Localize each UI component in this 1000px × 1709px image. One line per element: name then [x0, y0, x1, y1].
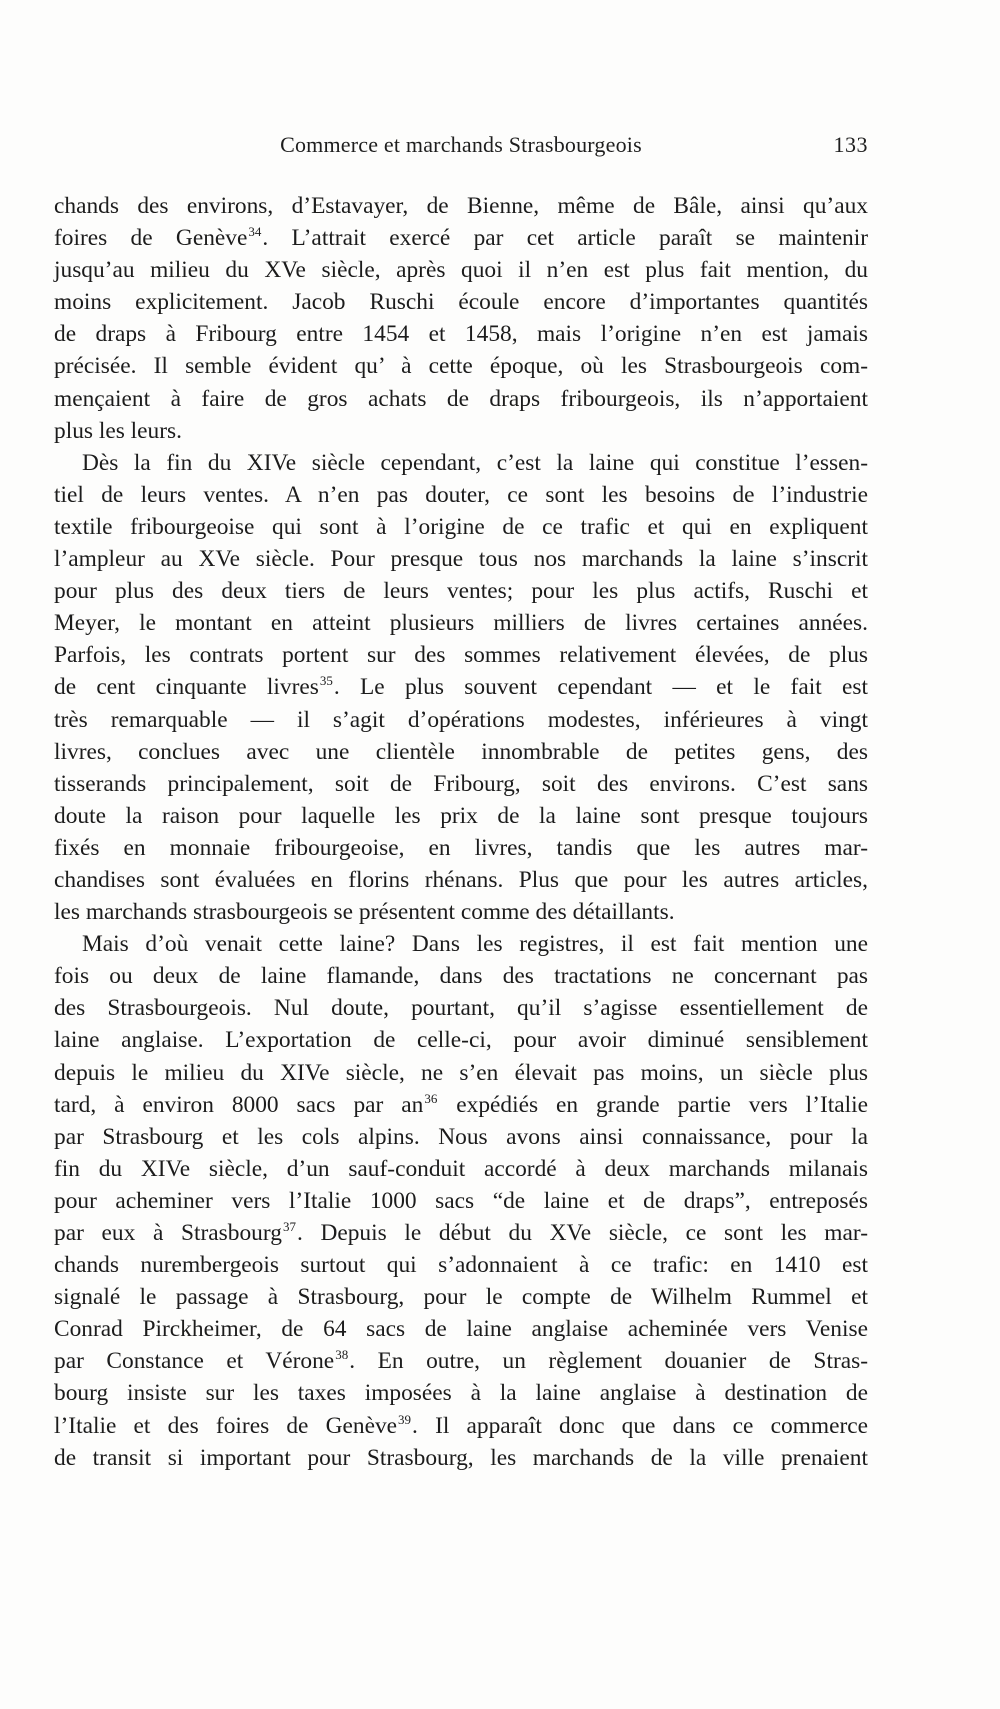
text-line: pour acheminer vers l’Italie 1000 sacs “de laine et de draps”, entreposés	[54, 1187, 868, 1214]
paragraph-1	[54, 190, 868, 447]
text-line: plus les leurs.	[54, 417, 182, 444]
text-line: l’ampleur au XVe siècle. Pour presque tous nos marchands la laine s’inscrit	[54, 546, 868, 573]
text-line: par Strasbourg et les cols alpins. Nous avons ainsi connaissance, pour la	[54, 1123, 868, 1150]
text-line: des Strasbourgeois. Nul doute, pourtant, qu’il s’agisse essentiellement de	[54, 995, 868, 1022]
footnote-ref: 37	[282, 1219, 296, 1234]
text-line: Parfois, les contrats portent sur des sommes relativement élevées, de plus	[54, 642, 868, 669]
text-line: par Constance et Vérone$^{38}$. En outre, un règlement douanier de Stras-	[54, 1347, 869, 1375]
text-line: jusqu’au milieu du XVe siècle, après quoi il n’en est plus fait mention, du	[54, 257, 868, 284]
text-line: Conrad Pirckheimer, de 64 sacs de laine anglaise acheminée vers Venise	[54, 1316, 868, 1343]
text-line: tiel de leurs ventes. A n’en pas douter, ce sont les besoins de l’industrie	[54, 481, 868, 508]
paragraph-3	[54, 928, 868, 1474]
text-line: doute la raison pour laquelle les prix de la laine sont presque toujours	[54, 802, 868, 829]
page-number: 133	[833, 132, 868, 157]
text-line: l’Italie et des foires de Genève$^{39}$. Il apparaît donc que dans ce commerce	[54, 1411, 869, 1439]
text-line: chands des environs, d’Estavayer, de Bienne, même de Bâle, ainsi qu’aux	[54, 193, 868, 219]
running-head	[54, 132, 868, 162]
body-text	[54, 190, 868, 1474]
text-line: mençaient à faire de gros achats de draps fribourgeois, ils n’apportaient	[54, 385, 868, 412]
text-line: de draps à Fribourg entre 1454 et 1458, mais l’origine n’en est jamais	[54, 321, 868, 348]
text-line: livres, conclues avec une clientèle innombrable de petites gens, des	[54, 738, 868, 765]
text-line: Mais d’où venait cette laine? Dans les registres, il est fait mention une	[82, 931, 868, 958]
footnote-ref: 38	[335, 1347, 349, 1363]
text-line: Meyer, le montant en atteint plusieurs milliers de livres certaines années.	[54, 610, 868, 637]
text-line: signalé le passage à Strasbourg, pour le compte de Wilhelm Rummel et	[54, 1284, 868, 1311]
text-line: Dès la fin du XIVe siècle cependant, c’est la laine qui constitue l’essen-	[82, 449, 868, 476]
text-line: bourg insiste sur les taxes imposées à la laine anglaise à destination de	[54, 1380, 868, 1407]
text-line: pour plus des deux tiers de leurs ventes; pour les plus actifs, Ruschi et	[54, 578, 868, 605]
text-line: fin du XIVe siècle, d’un sauf-conduit accordé à deux marchands milanais	[54, 1155, 868, 1182]
footnote-ref: 36	[424, 1090, 438, 1106]
text-line: très remarquable — il s’agit d’opérations modestes, inférieures à vingt	[54, 706, 868, 733]
text-line: par eux à Strasbourg$^{37}$. Depuis le début du XVe siècle, ce sont les mar-	[54, 1219, 868, 1246]
footnote-ref: 34	[248, 224, 262, 240]
text-line: les marchands strasbourgeois se présentent comme des détaillants.	[54, 899, 675, 926]
text-line: laine anglaise. L’exportation de celle-ci, pour avoir diminué sensiblement	[54, 1027, 868, 1054]
text-line: tisserands principalement, soit de Fribourg, soit des environs. C’est sans	[54, 770, 868, 797]
running-title: Commerce et marchands Strasbourgeois	[280, 132, 642, 157]
text-line: moins explicitement. Jacob Ruschi écoule encore d’importantes quantités	[54, 289, 868, 316]
text-line: foires de Genève$^{34}$. L’attrait exercé par cet article paraît se maintenir	[54, 224, 868, 252]
text-line: tard, à environ 8000 sacs par an$^{36}$ expédiés en grande partie vers l’Italie	[54, 1090, 869, 1118]
footnote-ref: 35	[319, 673, 333, 689]
text-line: textile fribourgeoise qui sont à l’origine de ce trafic et qui en expliquent	[54, 513, 868, 540]
text-line: fixés en monnaie fribourgeoise, en livres, tandis que les autres mar-	[54, 834, 868, 861]
paragraph-2	[54, 447, 868, 928]
text-line: depuis le milieu du XIVe siècle, ne s’en élevait pas moins, un siècle plus	[54, 1059, 868, 1086]
footnote-ref: 39	[398, 1411, 412, 1427]
text-line: chands nurembergeois surtout qui s’adonnaient à ce trafic: en 1410 est	[54, 1252, 868, 1279]
text-line: fois ou deux de laine flamande, dans des tractations ne concernant pas	[54, 963, 868, 990]
text-line: de cent cinquante livres$^{35}$. Le plus souvent cependant — et le fait est	[54, 673, 869, 701]
text-line: précisée. Il semble évident qu’ à cette époque, où les Strasbourgeois com-	[54, 353, 868, 380]
text-line: de transit si important pour Strasbourg, les marchands de la ville prenaient	[54, 1444, 868, 1471]
text-line: chandises sont évaluées en florins rhénans. Plus que pour les autres articles,	[54, 866, 868, 893]
